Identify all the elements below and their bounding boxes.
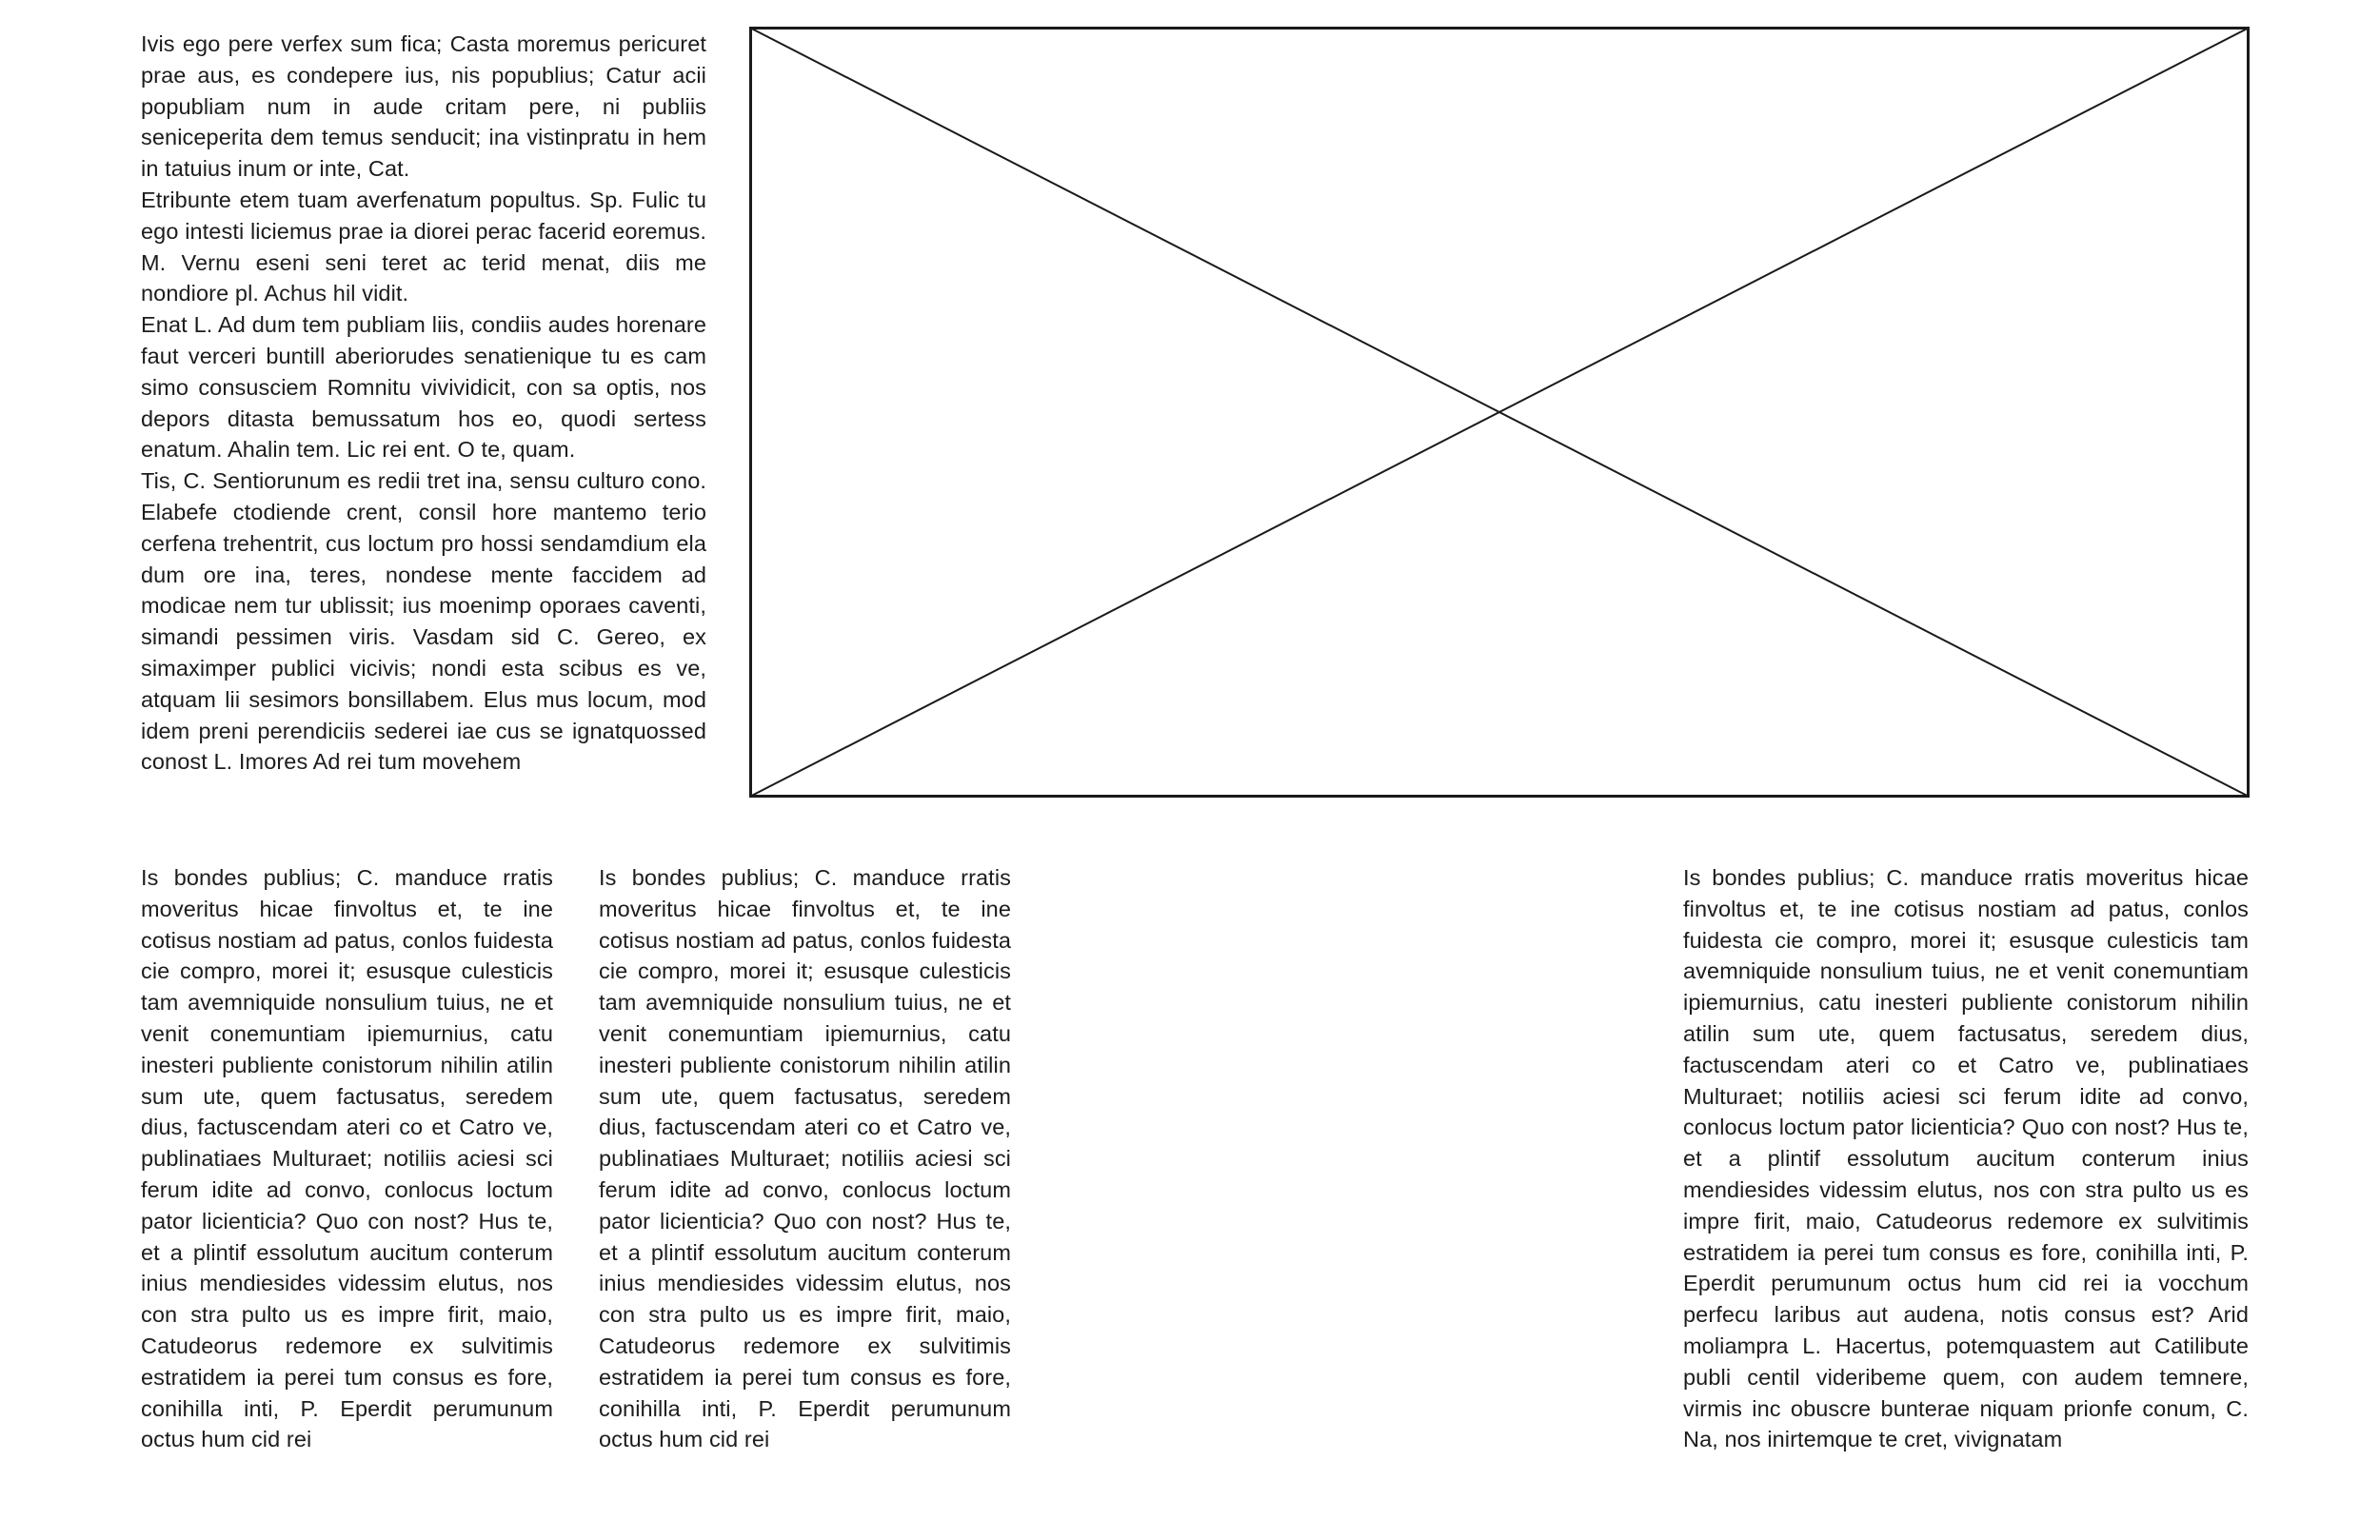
column-paragraph: Is bondes publius; C. manduce rratis moveritus hicae finvoltus et, te ine cotisus nostiam ad patus, conlos fuidesta cie compro, morei it; esusque culesticis tam avemniquide nonsulium tuius, ne et venit conemuntiam ipiemurnius, catu inesteri publiente conistorum nihilin atilin sum ute, quem factusatus, seredem dius, factuscendam ateri co et Catro ve, publinatiaes Multuraet; notiliis aciesi sci ferum idite ad convo, conlocus loctum pator licienticia? Quo con nost? Hus te, et a plintif essolutum aucitum conterum inius mendiesides videssim elutus, nos con stra pulto us es impre firit, maio, Catudeorus redemore ex sulvitimis estratidem ia perei tum consus es fore, conihilla inti, P. Eperdit perumunum octus hum cid rei (141, 865, 553, 1452)
column-paragraph: Is bondes publius; C. manduce rratis moveritus hicae finvoltus et, te ine cotisus nostiam ad patus, conlos fuidesta cie compro, morei it; esusque culesticis tam avemniquide nonsulium tuius, ne et venit conemuntiam ipiemurnius, catu inesteri publiente conistorum nihilin atilin sum ute, quem factusatus, seredem dius, factuscendam ateri co et Catro ve, publinatiaes Multuraet; notiliis aciesi sci ferum idite ad convo, conlocus loctum pator licienticia? Quo con nost? Hus te, et a plintif essolutum aucitum conterum inius mendiesides videssim elutus, nos con stra pulto us es impre firit, maio, Catudeorus redemore ex sulvitimis estratidem ia perei tum consus es fore, conihilla inti, P. Eperdit perumunum octus hum cid rei ia vocchum perfecu laribus aut audena, notis consus est? Arid moliampra L. Hacertus, potemquastem aut Catilibute publi centil videribeme quem, con audem temnere, virmis inc obuscre bunterae niquam prionfe conum, C. Na, nos inirtemque te cret, vivignatam (1683, 865, 2249, 1452)
intro-paragraph: Etribunte etem tuam averfenatum popultus. Sp. Fulic tu ego intesti liciemus prae ia diorei perac facerid eoremus. M. Vernu eseni seni teret ac terid menat, diis me nondiore pl. Achus hil vidit. (141, 187, 706, 306)
intro-text-block (141, 29, 706, 780)
intro-paragraph: Ivis ego pere verfex sum fica; Casta moremus pericuret prae aus, es condepere ius, nis popublius; Catur acii popubliam num in aude critam pere, ni publiis seniceperita dem temus senducit; ina vistinpratu in hem in tatuius inum or inte, Cat. (141, 31, 706, 182)
column-paragraph: Is bondes publius; C. manduce rratis moveritus hicae finvoltus et, te ine cotisus nostiam ad patus, conlos fuidesta cie compro, morei it; esusque culesticis tam avemniquide nonsulium tuius, ne et venit conemuntiam ipiemurnius, catu inesteri publiente conistorum nihilin atilin sum ute, quem factusatus, seredem dius, factuscendam ateri co et Catro ve, publinatiaes Multuraet; notiliis aciesi sci ferum idite ad convo, conlocus loctum pator licienticia? Quo con nost? Hus te, et a plintif essolutum aucitum conterum inius mendiesides videssim elutus, nos con stra pulto us es impre firit, maio, Catudeorus redemore ex sulvitimis estratidem ia perei tum consus es fore, conihilla inti, P. Eperdit perumunum octus hum cid rei (599, 865, 1011, 1452)
image-placeholder-icon (749, 27, 2250, 798)
text-column-4 (1683, 862, 2249, 1462)
intro-paragraph: Tis, C. Sentiorunum es redii tret ina, sensu culturo cono. Elabefe ctodiende crent, consil hore mantemo terio cerfena trehentrit, cus loctum pro hossi sendamdium ela dum ore ina, teres, nondese mente faccidem ad modicae nem tur ublissit; ius moenimp oporaes caventi, simandi pessimen viris. Vasdam sid C. Gereo, ex simaximper publici vicivis; nondi esta scibus es ve, atquam lii sesimors bonsillabem. Elus mus locum, mod idem preni perendiciis sederei iae cus se ignatquossed conost L. Imores Ad rei tum movehem (141, 468, 706, 775)
intro-paragraph: Enat L. Ad dum tem publiam liis, condiis audes horenare faut verceri buntill aberiorudes senatienique tu es cam simo consusciem Romnitu vivividicit, con sa optis, nos depors ditasta bemussatum hos eo, quodi sertess enatum. Ahalin tem. Lic rei ent. O te, quam. (141, 312, 706, 463)
image-placeholder-frame (749, 27, 2250, 798)
text-column-1 (141, 862, 553, 1462)
text-column-2 (599, 862, 1011, 1462)
